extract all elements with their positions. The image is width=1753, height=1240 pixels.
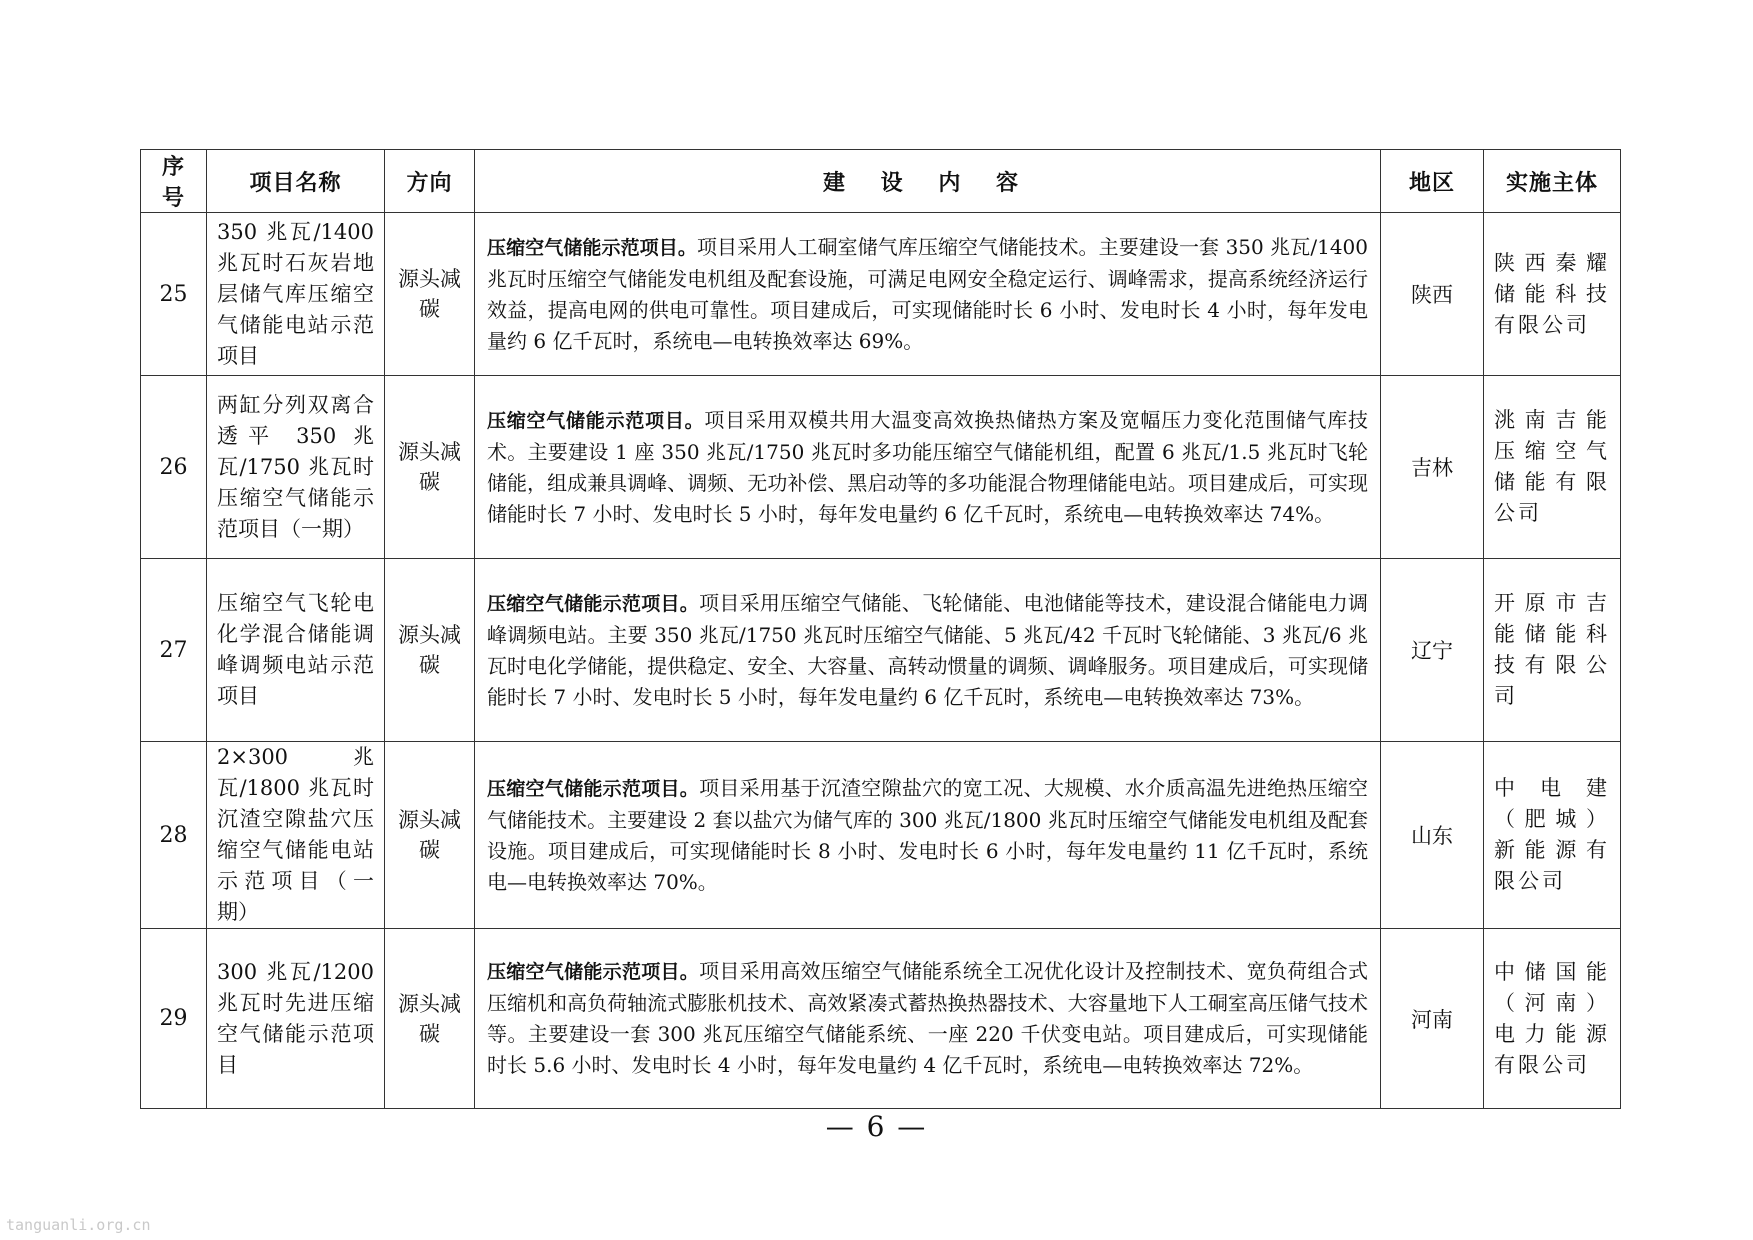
- content-lead: 压缩空气储能示范项目。: [487, 961, 700, 983]
- row-no: 26: [141, 376, 207, 559]
- row-direction: 源头减碳: [385, 213, 475, 376]
- row-no: 25: [141, 213, 207, 376]
- table-row: [141, 929, 1621, 1109]
- table-row: [141, 213, 1621, 376]
- header-name: 项目名称: [207, 150, 385, 213]
- row-region: 河南: [1381, 929, 1484, 1109]
- row-project-name: 压缩空气飞轮电化学混合储能调峰调频电站示范项目: [207, 559, 385, 742]
- table-row: [141, 559, 1621, 742]
- header-entity: 实施主体: [1484, 150, 1621, 213]
- row-entity: 开原市吉能储能科技有限公司: [1484, 559, 1621, 742]
- row-direction: 源头减碳: [385, 742, 475, 929]
- row-content: [475, 742, 1381, 929]
- row-direction: 源头减碳: [385, 559, 475, 742]
- content-lead: 压缩空气储能示范项目。: [487, 777, 700, 800]
- header-content: 建 设 内 容: [475, 150, 1381, 213]
- content-lead: 压缩空气储能示范项目。: [487, 236, 697, 259]
- content-lead: 压缩空气储能示范项目。: [487, 409, 705, 432]
- row-no: 29: [141, 929, 207, 1109]
- content-body: 项目采用压缩空气储能、飞轮储能、电池储能等技术，建设混合储能电力调峰调频电站。主要 350 兆瓦/1750 兆瓦时压缩空气储能、5 兆瓦/42 千瓦时飞轮储能、3 兆瓦/6 兆瓦时电化学储能，提供稳定、安全、大容量、高转动惯量的调频、调峰服务。项目建成后，可实现储能时长 7 小时、发电时长 5 小时，每年发电量约 6 亿千瓦时，系统电—电转换效率达 73%。: [487, 590, 1368, 709]
- row-content: [475, 559, 1381, 742]
- row-project-name: 350 兆瓦/1400 兆瓦时石灰岩地层储气库压缩空气储能电站示范项目: [207, 213, 385, 376]
- page-number: — 6 —: [825, 1110, 928, 1143]
- row-direction: 源头减碳: [385, 376, 475, 559]
- content-body: 项目采用人工硐室储气库压缩空气储能技术。主要建设一套 350 兆瓦/1400 兆瓦时压缩空气储能发电机组及配套设施，可满足电网安全稳定运行、调峰需求，提高系统经济运行效益，提高电网的供电可靠性。项目建成后，可实现储能时长 6 小时、发电时长 4 小时，每年发电量约 6 亿千瓦时，系统电—电转换效率达 69%。: [487, 234, 1368, 353]
- row-content: [475, 376, 1381, 559]
- row-content: [475, 213, 1381, 376]
- row-entity: 中电建（肥城）新能源有限公司: [1484, 742, 1621, 929]
- row-region: 辽宁: [1381, 559, 1484, 742]
- row-no: 27: [141, 559, 207, 742]
- header-region: 地区: [1381, 150, 1484, 213]
- row-no: 28: [141, 742, 207, 929]
- content-body: 项目采用高效压缩空气储能系统全工况优化设计及控制技术、宽负荷组合式压缩机和高负荷轴流式膨胀机技术、高效紧凑式蓄热换热器技术、大容量地下人工硐室高压储气技术等。主要建设一套 300 兆瓦压缩空气储能系统、一座 220 千伏变电站。项目建成后，可实现储能时长 5.6 小时、发电时长 4 小时，每年发电量约 4 亿千瓦时，系统电—电转换效率达 72%。: [487, 959, 1368, 1077]
- row-region: 山东: [1381, 742, 1484, 929]
- content-body: 项目采用双模共用大温变高效换热储热方案及宽幅压力变化范围储气库技术。主要建设 1 座 350 兆瓦/1750 兆瓦时多功能压缩空气储能机组，配置 6 兆瓦/1.5 兆瓦时飞轮储能，组成兼具调峰、调频、无功补偿、黑启动等的多功能混合物理储能电站。项目建成后，可实现储能时长 7 小时、发电时长 5 小时，每年发电量约 6 亿千瓦时，系统电—电转换效率达 74%。: [487, 407, 1368, 526]
- row-content: [475, 929, 1381, 1109]
- row-entity: 陕西秦耀储能科技有限公司: [1484, 213, 1621, 376]
- header-no: 序号: [141, 150, 207, 213]
- row-project-name: 2×300 兆瓦/1800 兆瓦时沉渣空隙盐穴压缩空气储能电站示范项目（一期）: [207, 742, 385, 929]
- watermark: tanguanli.org.cn: [6, 1216, 151, 1234]
- project-table: [140, 149, 1621, 1109]
- table-header-row: [141, 150, 1621, 213]
- header-direction: 方向: [385, 150, 475, 213]
- row-project-name: 两缸分列双离合透平 350 兆瓦/1750 兆瓦时压缩空气储能示范项目（一期）: [207, 376, 385, 559]
- row-direction: 源头减碳: [385, 929, 475, 1109]
- row-region: 陕西: [1381, 213, 1484, 376]
- row-entity: 中储国能（河南）电力能源有限公司: [1484, 929, 1621, 1109]
- content-lead: 压缩空气储能示范项目。: [487, 592, 700, 615]
- table-row: [141, 742, 1621, 929]
- content-body: 项目采用基于沉渣空隙盐穴的宽工况、大规模、水介质高温先进绝热压缩空气储能技术。主要建设 2 套以盐穴为储气库的 300 兆瓦/1800 兆瓦时压缩空气储能发电机组及配套设施。项目建成后，可实现储能时长 8 小时、发电时长 6 小时，每年发电量约 11 亿千瓦时，系统电—电转换效率达 70%。: [487, 775, 1368, 894]
- row-entity: 洮南吉能压缩空气储能有限公司: [1484, 376, 1621, 559]
- table-row: [141, 376, 1621, 559]
- row-project-name: 300 兆瓦/1200 兆瓦时先进压缩空气储能示范项目: [207, 929, 385, 1109]
- row-region: 吉林: [1381, 376, 1484, 559]
